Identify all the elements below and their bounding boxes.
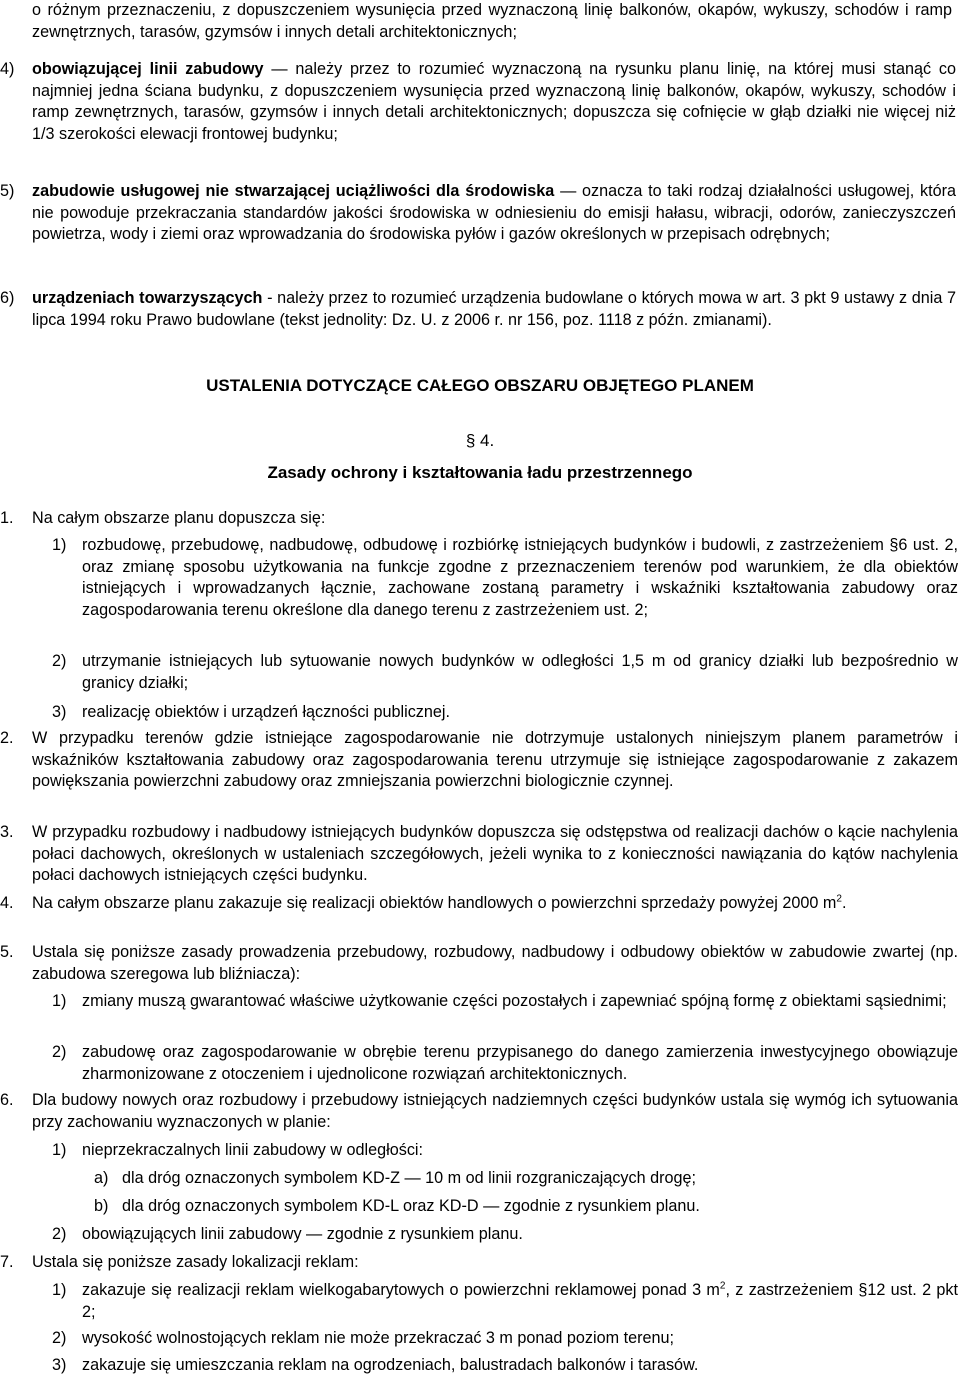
item-number-6: 6. [0, 1091, 14, 1109]
definition-number-4: 4) [0, 60, 15, 78]
definition-number-6: 6) [0, 289, 15, 307]
superscript: 2 [836, 893, 842, 905]
item-5-2: zabudowę oraz zagospodarowanie w obrębie terenu przypisanego do danego zamierzenia inwestycyjnego obowiązuje zharmonizowane z otoczeniem i ujednolicone rozwiązań architektonicznych. [82, 1043, 958, 1083]
definition-term: urządzeniach towarzyszących [32, 289, 263, 307]
item-7-2: wysokość wolnostojących reklam nie może przekraczać 3 m ponad poziom terenu; [82, 1329, 675, 1347]
subitem-number: 1) [52, 536, 67, 554]
item-2: W przypadku terenów gdzie istniejące zagospodarowanie nie dotrzymuje ustalonych niniejszym planem parametrów i wskaźników kształtowania zabudowy oraz zagospodarowania terenu utrzymuje się istniejące zagospodarowanie z zakazem powiększania powierzchni zabudowy oraz zmniejszania powierzchni biologicznie czynnej. [32, 729, 958, 791]
item-1-3: realizację obiektów i urządzeń łączności publicznej. [82, 703, 451, 721]
item-7-1-end: , z zastrzeżeniem §12 ust. 2 pkt 2; [82, 1281, 958, 1321]
item-7-1-text: zakazuje się realizacji reklam wielkogabarytowych o powierzchni reklamowej ponad 3 m [82, 1281, 720, 1299]
item-6: Dla budowy nowych oraz rozbudowy i przebudowy istniejących nadziemnych części budynków ustala się wymóg ich sytuowania przy zachowaniu wyznaczonych w planie: [32, 1091, 958, 1131]
section-subtitle: Zasady ochrony i kształtowania ładu przestrzennego [267, 463, 693, 482]
section-number: § 4. [465, 431, 495, 450]
definition-number-5: 5) [0, 182, 15, 200]
main-heading: USTALENIA DOTYCZĄCE CAŁEGO OBSZARU OBJĘTEGO PLANEM [206, 376, 754, 395]
subitem-number: 2) [52, 1329, 67, 1347]
intro-continuation: o różnym przeznaczeniu, z dopuszczeniem wysunięcia przed wyznaczoną linię balkonów, okapów, wykuszy, schodów i ramp zewnętrznych, tarasów, gzymsów i innych detali architektonicznych; [32, 1, 952, 41]
item-6-2: obowiązujących linii zabudowy — zgodnie z rysunkiem planu. [82, 1225, 523, 1243]
subitem-letter: a) [94, 1169, 109, 1187]
item-3: W przypadku rozbudowy i nadbudowy istniejących budynków dopuszcza się odstępstwa od realizacji dachów o kącie nachylenia połaci dachowych, określonych w ustaleniach szczegółowych, jeżeli wynika to z konieczności nawiązania do kątów nachylenia połaci dachowych istniejących części budynku. [32, 823, 958, 885]
subitem-number: 2) [52, 1225, 67, 1243]
item-4 [32, 893, 958, 915]
item-number-1: 1. [0, 509, 14, 527]
item-6-1-b: dla dróg oznaczonych symbolem KD-L oraz KD-D — zgodnie z rysunkiem planu. [122, 1197, 700, 1215]
item-6-1-a: dla dróg oznaczonych symbolem KD-Z — 10 m od linii rozgraniczających drogę; [122, 1169, 697, 1187]
subitem-number: 1) [52, 1141, 67, 1159]
definition-term: obowiązującej linii zabudowy [32, 60, 264, 78]
item-5-1: zmiany muszą gwarantować właściwe użytkowanie części pozostałych i zapewniać spójną formę z obiektami sąsiednimi; [82, 992, 947, 1010]
item-number-4: 4. [0, 894, 14, 912]
subitem-number: 1) [52, 1281, 67, 1299]
item-number-3: 3. [0, 823, 14, 841]
item-7-1 [82, 1280, 958, 1323]
subitem-number: 1) [52, 992, 67, 1010]
subitem-number: 2) [52, 1043, 67, 1061]
item-1-1: rozbudowę, przebudowę, nadbudowę, odbudowę i rozbiórkę istniejących budynków i budowli, z zastrzeżeniem §6 ust. 2, oraz zmianę sposobu użytkowania na funkcje zgodne z przeznaczeniem terenów pod warunkiem, że dla obiektów istniejących i wprowadzanych łącznie, zachowane zostaną parametry i wskaźniki kształtowania zabudowy oraz zagospodarowania terenu określone dla danego terenu z zastrzeżeniem ust. 2; [82, 536, 958, 619]
item-4-text: Na całym obszarze planu zakazuje się realizacji obiektów handlowych o powierzchni sprzedaży powyżej 2000 m [32, 894, 837, 912]
definition-term: zabudowie usługowej nie stwarzającej uciążliwości dla środowiska [32, 182, 555, 200]
definition-text: — należy przez to rozumieć wyznaczoną na rysunku planu linię, na której musi stanąć co najmniej jedna ściana budynku, z dopuszczeniem wysunięcia przed wyznaczoną linię balkonów, okapów, wykuszy, schodów i ramp zewnętrznych, tarasów, gzymsów i innych detali architektonicznych; dopuszcza się cofnięcie w głąb działki nie więcej niż 1/3 szerokości elewacji frontowej budynku; [32, 60, 956, 143]
subitem-number: 2) [52, 652, 67, 670]
definition-6 [32, 288, 956, 331]
definition-text: - należy przez to rozumieć urządzenia budowlane o których mowa w art. 3 pkt 9 ustawy z dnia 7 lipca 1994 roku Prawo budowlane (tekst jednolity: Dz. U. z 2006 r. nr 156, poz. 1118 z późn. zmianami). [32, 289, 957, 329]
item-1: Na całym obszarze planu dopuszcza się: [32, 509, 326, 527]
item-6-1: nieprzekraczalnych linii zabudowy w odległości: [82, 1141, 424, 1159]
item-7-3: zakazuje się umieszczania reklam na ogrodzeniach, balustradach balkonów i tarasów. [82, 1356, 699, 1374]
item-4-end: . [841, 894, 847, 912]
definition-5 [32, 181, 956, 246]
definition-4 [32, 59, 956, 145]
item-1-2: utrzymanie istniejących lub sytuowanie nowych budynków w odległości 1,5 m od granicy działki lub bezpośrednio w granicy działki; [82, 652, 958, 692]
definition-text: — oznacza to taki rodzaj działalności usługowej, która nie powoduje przekraczania standardów jakości środowiska w odniesieniu do emisji hałasu, wibracji, odorów, zanieczyszczeń powietrza, wody i ziemi oraz wprowadzania do środowiska pyłów i gazów określonych w przepisach odrębnych; [32, 182, 956, 244]
subitem-number: 3) [52, 703, 67, 721]
item-number-7: 7. [0, 1253, 14, 1271]
item-7: Ustala się poniższe zasady lokalizacji reklam: [32, 1253, 359, 1271]
item-number-5: 5. [0, 943, 14, 961]
item-number-2: 2. [0, 729, 14, 747]
superscript: 2 [719, 1280, 726, 1292]
subitem-number: 3) [52, 1356, 67, 1374]
subitem-letter: b) [94, 1197, 109, 1215]
item-5: Ustala się poniższe zasady prowadzenia przebudowy, rozbudowy, nadbudowy i odbudowy obiektów w zabudowie zwartej (np. zabudowa szeregowa lub bliźniacza): [32, 943, 958, 983]
